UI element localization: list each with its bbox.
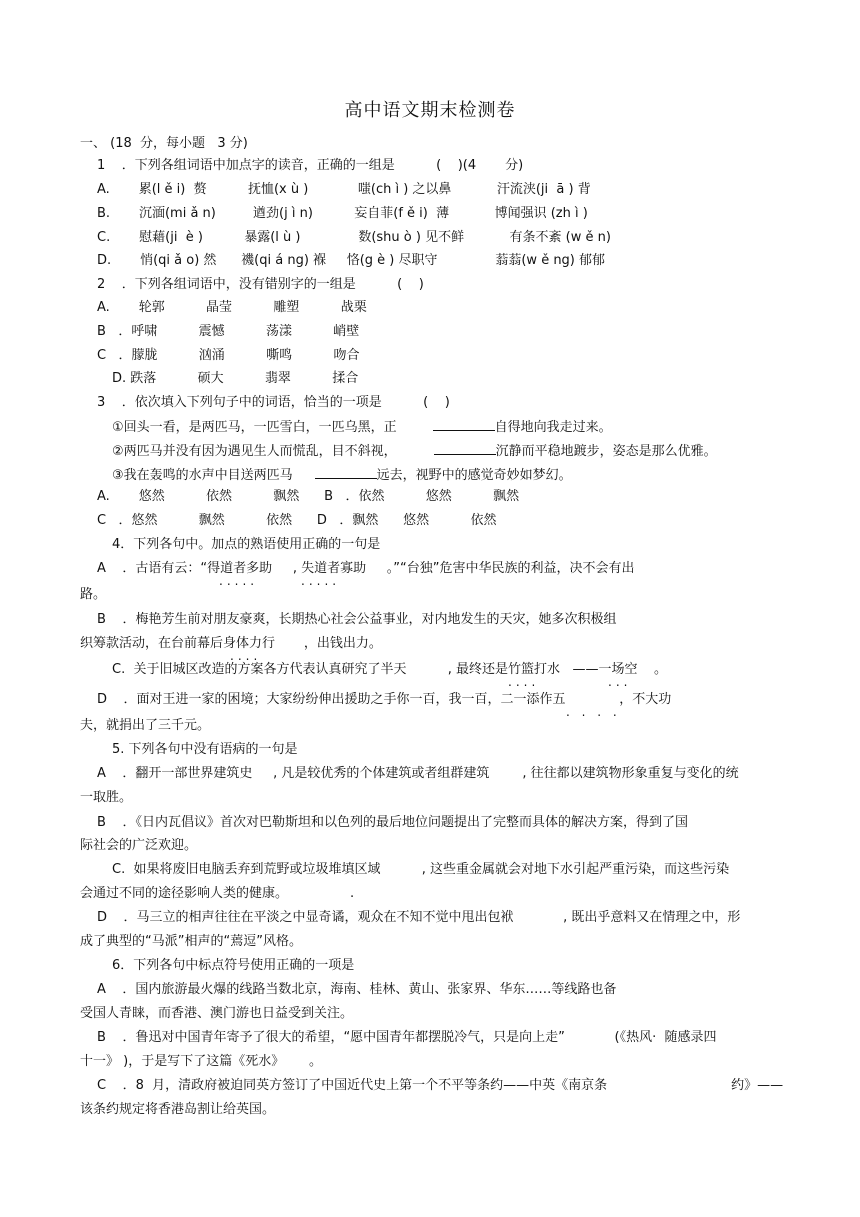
sentence-3-before: ③我在轰鸣的水声中目送两匹马 xyxy=(112,468,293,483)
question-2-option-d: D. 跌落 硕大 翡翠 揉合 xyxy=(112,371,359,386)
emphasis-dots: ... xyxy=(608,675,632,689)
sentence-1-after: 自得地向我走过来。 xyxy=(494,420,612,435)
blank-3 xyxy=(315,466,377,479)
question-4-option-b-line2: 织筹款活动，在台前幕后身体力行 ，出钱出力。 xyxy=(80,636,382,651)
question-5-option-a-line1: A ．翻开一部世界建筑史 , 凡是较优秀的个体建筑或者组群建筑 , 往往都以建筑物形象重复与变化的统 xyxy=(97,766,739,781)
question-6-option-c-line2: 该条约规定将香港岛割让给英国。 xyxy=(80,1102,276,1117)
question-1-option-a: A. 累(l ě i) 赘 抚恤(x ù ) 嗤(ch ì ) 之以鼻 汗流浃(ji ā ) 背 xyxy=(97,182,591,197)
question-6-option-a-line2: 受国人青睐，而香港、澳门游也日益受到关注。 xyxy=(80,1006,354,1021)
emphasis-dots: ..... xyxy=(301,574,341,588)
section-header: 一、 (18 分，每小题 3 分) xyxy=(80,136,248,151)
emphasis-dots: .... xyxy=(230,649,262,663)
question-4-option-c: C. 关于旧城区改造的方案各方代表认真研究了半天 , 最终还是竹篮打水 ——一场空 。 xyxy=(112,662,667,677)
question-3-sentence-2 xyxy=(112,442,717,460)
question-1-option-c: C. 慰藉(ji è ) 暴露(l ù ) 数(shu ò ) 见不鲜 有条不紊 (w ě n) xyxy=(97,230,611,245)
page-title: 高中语文期末检测卷 xyxy=(344,100,516,121)
sentence-1-before: ①回头一看，是两匹马，一匹雪白，一匹乌黑，正 xyxy=(112,420,397,435)
question-1-stem: 1 ．下列各组词语中加点字的读音，正确的一组是 ( )(4 分) xyxy=(97,158,524,173)
emphasis-dots: .... xyxy=(508,675,540,689)
question-2-option-b: B ．呼啸 震憾 荡漾 峭壁 xyxy=(97,324,360,339)
question-4-option-d-line2: 夫，就捐出了三千元。 xyxy=(80,718,211,733)
question-5-option-b-line2: 际社会的广泛欢迎。 xyxy=(80,838,198,853)
question-3-options-ab: A. 悠然 依然 飘然 B ．依然 悠然 飘然 xyxy=(97,489,520,504)
question-4-option-a-line1: A ．古语有云：“得道者多助 , 失道者寡助 。”“台独”危害中华民族的利益，决不会有出 xyxy=(97,561,635,576)
sentence-2-before: ②两匹马并没有因为遇见生人而慌乱，目不斜视， xyxy=(112,444,397,459)
question-1-option-b: B. 沉湎(mi ǎ n) 遒劲(j ì n) 妄自菲(f ě i) 薄 博闻强识 (zh ì ) xyxy=(97,206,588,221)
question-5-option-d-line1: D ．马三立的相声往往在平淡之中显奇谲，观众在不知不觉中甩出包袱 , 既出乎意料又在情理之中，形 xyxy=(97,910,741,925)
question-4-stem: 4．下列各句中。加点的熟语使用正确的一句是 xyxy=(112,537,381,552)
question-5-option-d-line2: 成了典型的“马派”相声的“蔫逗”风格。 xyxy=(80,934,302,949)
question-6-stem: 6．下列各句中标点符号使用正确的一项是 xyxy=(112,958,355,973)
question-5-option-a-line2: 一取胜。 xyxy=(80,790,133,805)
question-6-option-b-line2: 十一》 )，于是写下了这篇《死水》 。 xyxy=(80,1054,322,1069)
blank-1 xyxy=(433,418,495,431)
emphasis-dots: ..... xyxy=(219,574,259,588)
question-4-option-b-line1: B ．梅艳芳生前对朋友豪爽，长期热心社会公益事业，对内地发生的天灾，她多次积极组 xyxy=(97,612,617,627)
question-2-option-a: A. 轮郭 晶莹 雕塑 战栗 xyxy=(97,300,367,315)
sentence-3-after: 远去，视野中的感觉奇妙如梦幻。 xyxy=(376,468,572,483)
question-2-option-c: C ．朦胧 汹涌 嘶鸣 吻合 xyxy=(97,348,360,363)
blank-2 xyxy=(434,442,496,455)
emphasis-dots: . . . . xyxy=(566,705,621,719)
question-5-stem: 5. 下列各句中没有语病的一句是 xyxy=(112,742,298,757)
sentence-2-after: 沉静而平稳地踱步，姿态是那么优雅。 xyxy=(495,444,717,459)
question-3-stem: 3 ．依次填入下列句子中的词语，恰当的一项是 ( ) xyxy=(97,395,450,410)
question-1-option-d: D. 悄(qi ǎ o) 然 禨(qi á ng) 褓 恪(g è ) 尽职守 蓊蓊(w ě ng) 郁郁 xyxy=(97,253,606,268)
question-5-option-c-line1: C. 如果将废旧电脑丢弃到荒野或垃圾堆填区域 , 这些重金属就会对地下水引起严重污染，而这些污染 xyxy=(112,862,730,877)
question-6-option-a-line1: A ．国内旅游最火爆的线路当数北京，海南、桂林、黄山、张家界、华东……等线路也备 xyxy=(97,982,617,997)
question-3-sentence-3 xyxy=(112,466,572,484)
question-2-stem: 2 ．下列各组词语中，没有错别字的一组是 ( ) xyxy=(97,277,424,292)
question-4-option-a-line2: 路。 xyxy=(80,587,107,602)
question-3-options-cd: C ．悠然 飘然 依然 D ．飘然 悠然 依然 xyxy=(97,513,497,528)
question-4-option-d-line1: D ．面对王进一家的困境；大家纷纷伸出援助之手你一百，我一百，二一添作五 ，不大功 xyxy=(97,692,672,707)
question-5-option-c-line2: 会通过不同的途径影响人类的健康。 . xyxy=(80,886,355,901)
question-6-option-c-line1: C ．8 月，清政府被迫同英方签订了中国近代史上第一个不平等条约——中英《南京条 约》—— xyxy=(97,1078,784,1093)
question-6-option-b-line1: B ．鲁迅对中国青年寄予了很大的希望，“愿中国青年都摆脱冷气，只是向上走” (《热风· 随感录四 xyxy=(97,1030,717,1045)
question-3-sentence-1 xyxy=(112,418,612,436)
question-5-option-b-line1: B ．《日内瓦倡议》首次对巴勒斯坦和以色列的最后地位问题提出了完整而具体的解决方案，得到了国 xyxy=(97,815,688,830)
